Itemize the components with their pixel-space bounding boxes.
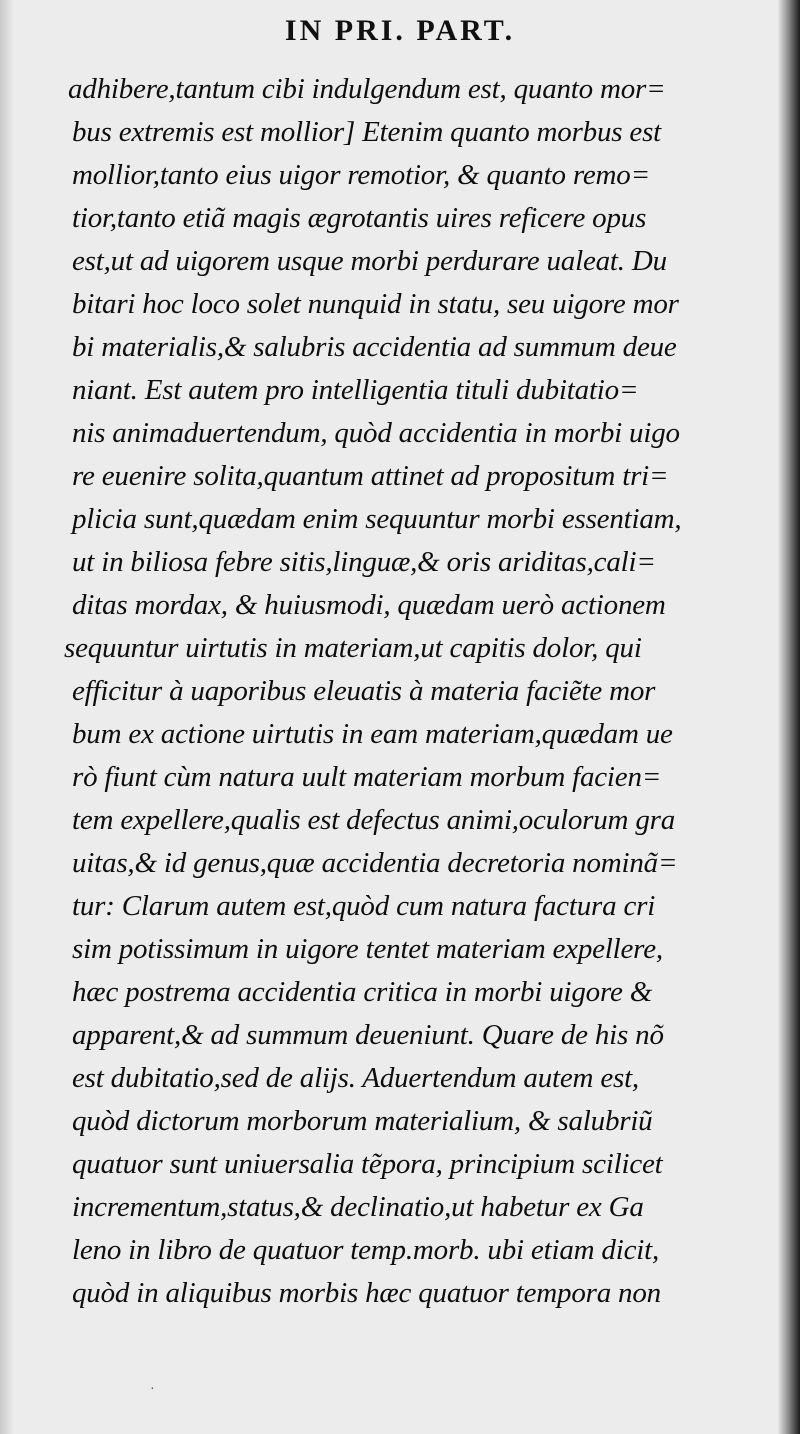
text-line: adhibere,tantum cibi indulgendum est, quanto mor= — [68, 73, 666, 105]
text-line: re euenire solita,quantum attinet ad propositum tri= — [72, 460, 669, 492]
text-line: apparent,& ad summum deueniunt. Quare de his nõ — [72, 1019, 664, 1051]
text-line: niant. Est autem pro intelligentia tituli dubitatio= — [72, 374, 639, 406]
text-line: est,ut ad uigorem usque morbi perdurare ualeat. Du — [72, 245, 667, 277]
text-line: bitari hoc loco solet nunquid in statu, seu uigore mor — [72, 288, 679, 320]
text-line: bum ex actione uirtutis in eam materiam,quædam ue — [72, 718, 673, 750]
text-line: ditas mordax, & huiusmodi, quædam uerò actionem — [72, 589, 666, 621]
text-line: incrementum,status,& declinatio,ut habetur ex Ga — [72, 1191, 644, 1223]
text-line: sim potissimum in uigore tentet materiam expellere, — [72, 933, 663, 965]
text-line: plicia sunt,quædam enim sequuntur morbi essentiam, — [72, 503, 682, 535]
text-line: efficitur à uaporibus eleuatis à materia faciẽte mor — [72, 675, 656, 707]
running-head: IN PRI. PART. — [284, 14, 516, 47]
body-text — [62, 68, 762, 1315]
text-line: mollior,tanto eius uigor remotior, & quanto remo= — [72, 159, 650, 191]
text-line: hæc postrema accidentia critica in morbi uigore & — [72, 976, 653, 1008]
text-line: tior,tanto etiã magis ægrotantis uires reficere opus — [72, 202, 647, 234]
text-line: nis animaduertendum, quòd accidentia in morbi uigo — [72, 417, 680, 449]
text-line: quòd in aliquibus morbis hæc quatuor tempora non — [72, 1277, 661, 1309]
text-line: bi materialis,& salubris accidentia ad summum deue — [72, 331, 677, 363]
text-line: quatuor sunt uniuersalia tẽpora, principium scilicet — [72, 1148, 663, 1180]
text-line: quòd dictorum morborum materialium, & salubriũ — [72, 1105, 653, 1137]
text-line: sequuntur uirtutis in materiam,ut capitis dolor, qui — [64, 632, 642, 664]
paper-speck: · — [150, 1382, 155, 1397]
text-line: uitas,& id genus,quæ accidentia decretoria nominã= — [72, 847, 678, 879]
text-line: rò fiunt cùm natura uult materiam morbum facien= — [72, 761, 662, 793]
gutter-shadow — [0, 0, 14, 1434]
text-line: leno in libro de quatuor temp.morb. ubi etiam dicit, — [72, 1234, 660, 1266]
page-edge — [778, 0, 800, 1434]
text-line: ut in biliosa febre sitis,linguæ,& oris ariditas,cali= — [72, 546, 656, 578]
text-line: tur: Clarum autem est,quòd cum natura factura cri — [72, 890, 656, 922]
text-line: bus extremis est mollior] Etenim quanto morbus est — [72, 116, 662, 148]
text-line: est dubitatio,sed de alijs. Aduertendum autem est, — [72, 1062, 639, 1094]
text-line: tem expellere,qualis est defectus animi,oculorum gra — [72, 804, 676, 836]
